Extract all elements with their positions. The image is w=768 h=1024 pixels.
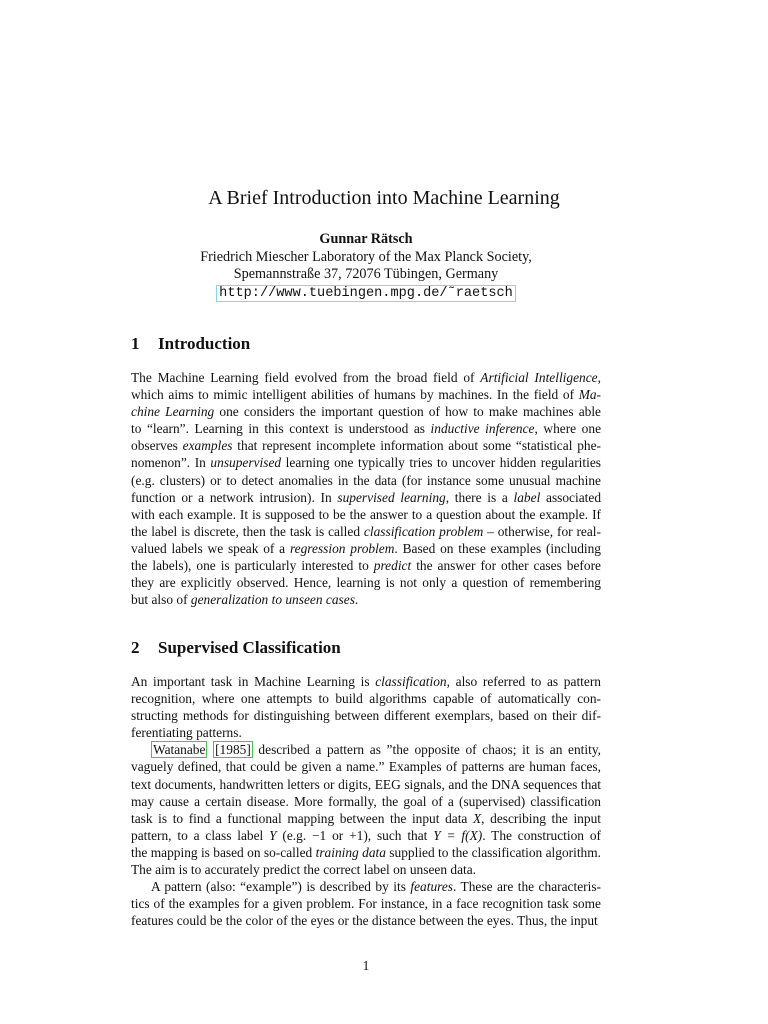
emphasized-term: classification problem — [363, 523, 484, 539]
emphasized-term: label — [513, 489, 541, 505]
text-run: to “learn”. Learning in this context is understood as — [131, 421, 431, 437]
text-run: valued labels we speak of a — [131, 540, 290, 556]
text-line — [131, 776, 601, 793]
text-run: one considers the important question of how to make machines able — [214, 404, 601, 420]
math-expression: Y — [269, 827, 277, 843]
text-run: vaguely defined, that could be given a name.” Examples of patterns are human faces, — [131, 759, 601, 775]
text-run: which aims to mimic intelligent abilities of humans by machines. In the field of — [131, 387, 579, 403]
text-run: , where one — [534, 421, 602, 437]
math-expression: Y = f(X) — [433, 827, 483, 843]
text-line — [131, 741, 601, 758]
text-run: A pattern (also: “example”) is described by its — [151, 879, 411, 895]
text-line — [131, 861, 601, 878]
text-run: – otherwise, for real- — [483, 523, 601, 539]
text-line — [131, 574, 601, 591]
text-run: but also of — [131, 592, 191, 608]
text-line — [131, 454, 601, 471]
text-run: (e.g. −1 or +1), such that — [276, 827, 434, 843]
emphasized-term: chine Learning — [131, 404, 215, 420]
text-line — [131, 707, 601, 724]
text-run: the label is discrete, then the task is called — [131, 523, 364, 539]
emphasized-term: examples — [182, 438, 233, 454]
citation-link[interactable]: Watanabe — [153, 742, 206, 758]
text-line — [131, 437, 601, 454]
text-run: (e.g. clusters) or to detect anomalies in the data (for instance some unusual machine — [131, 472, 601, 488]
text-line — [131, 878, 601, 895]
emphasized-term: Artificial Intelligence — [480, 370, 598, 385]
text-line — [131, 895, 601, 912]
text-run: . These are the characteris- — [453, 879, 601, 895]
text-run: The aim is to accurately predict the correct label on unseen data. — [131, 862, 477, 878]
text-line — [131, 591, 601, 608]
emphasized-term: predict — [373, 558, 412, 574]
text-run: , also referred to as pattern — [446, 674, 601, 689]
text-line — [131, 844, 601, 861]
text-run: observes — [131, 438, 183, 454]
text-run: text documents, handwritten letters or digits, EEG signals, and the DNA sequences that — [131, 776, 601, 792]
text-line — [131, 810, 601, 827]
text-run: . — [354, 592, 359, 608]
text-line — [131, 369, 601, 386]
section-heading-supervised-classification — [131, 638, 341, 658]
section-title: Introduction — [158, 334, 251, 353]
emphasized-term: training data — [315, 844, 386, 860]
text-line — [131, 793, 601, 810]
supervised-classification-body — [131, 673, 601, 929]
text-run: the mapping is based on so-called — [131, 844, 316, 860]
emphasized-term: generalization to unseen cases — [190, 592, 355, 608]
section-number: 2 — [131, 638, 140, 657]
text-run: ferentiating patterns. — [131, 725, 242, 741]
citation-link[interactable]: [1985] — [215, 742, 251, 758]
text-run: task is to find a functional mapping between the input data — [131, 810, 473, 826]
text-run: learning one typically tries to uncover hidden regularities — [281, 455, 601, 471]
text-line — [131, 472, 601, 489]
text-run: The Machine Learning field evolved from the broad field of — [131, 370, 481, 385]
text-line — [131, 724, 601, 741]
paper-title: A Brief Introduction into Machine Learning — [208, 187, 560, 209]
text-line — [131, 673, 601, 690]
text-line — [131, 690, 601, 707]
text-run: nomenon”. In — [131, 455, 211, 471]
text-run: may cause a certain disease. More formally, the goal of a (supervised) classification — [131, 793, 601, 809]
text-line — [131, 758, 601, 775]
author-name: Gunnar Rätsch — [319, 231, 413, 247]
emphasized-term: classification — [375, 674, 447, 689]
text-line — [131, 557, 601, 574]
text-run: structing methods for distinguishing between different exemplars, based on their dif- — [131, 708, 601, 724]
text-line — [131, 912, 601, 929]
author-address: Spemannstraße 37, 72076 Tübingen, Germany — [233, 266, 499, 283]
text-line — [131, 489, 601, 506]
emphasized-term: unsupervised — [210, 455, 282, 471]
text-line — [131, 386, 601, 403]
section-heading-introduction — [131, 334, 250, 354]
text-run: function or a network intrusion). In — [131, 489, 338, 505]
text-run: , — [597, 370, 601, 385]
section-number: 1 — [131, 334, 140, 353]
text-run: associated — [540, 489, 602, 505]
text-line — [131, 523, 601, 540]
text-run: supplied to the classification algorithm. — [385, 844, 602, 860]
introduction-paragraph — [131, 369, 601, 608]
text-line — [131, 827, 601, 844]
text-line — [131, 403, 601, 420]
text-run: , describing the input — [481, 810, 601, 826]
text-run: with each example. It is supposed to be the answer to a question about the example. If — [131, 506, 601, 522]
text-run: pattern, to a class label — [131, 827, 270, 843]
section-title: Supervised Classification — [158, 638, 341, 657]
text-run: . Based on these examples (including — [394, 540, 602, 556]
text-run: recognition, where one attempts to build algorithms capable of automatically con- — [131, 691, 601, 707]
text-run: , there is a — [445, 489, 514, 505]
text-line — [131, 506, 601, 523]
text-run: tics of the examples for a given problem. For instance, in a face recognition task some — [131, 896, 601, 912]
author-affiliation: Friedrich Miescher Laboratory of the Max Planck Society, — [200, 248, 532, 265]
text-run: that represent incomplete information about some “statistical phe- — [232, 438, 601, 454]
text-run: the answer for other cases before — [411, 558, 601, 574]
math-expression: X — [472, 810, 482, 826]
emphasized-term: inductive inference — [430, 421, 535, 437]
emphasized-term: Ma- — [578, 387, 601, 403]
text-run: An important task in Machine Learning is — [131, 674, 376, 689]
emphasized-term: features — [410, 879, 454, 895]
emphasized-term: regression problem — [289, 540, 395, 556]
text-run: they are explicitly observed. Hence, learning is not only a question of remembering — [131, 575, 601, 591]
page-number: 1 — [362, 958, 370, 973]
text-run: described a pattern as ”the opposite of chaos; it is an entity, — [252, 742, 601, 758]
text-run: features could be the color of the eyes or the distance between the eyes. Thus, the input — [131, 913, 598, 929]
text-run: the labels), one is particularly interested to — [131, 558, 374, 574]
text-line — [131, 420, 601, 437]
text-line — [131, 540, 601, 557]
text-run: . The construction of — [482, 827, 601, 843]
author-block — [0, 231, 732, 302]
author-url-link[interactable]: http://www.tuebingen.mpg.de/˜raetsch — [216, 285, 516, 302]
emphasized-term: supervised learning — [337, 489, 446, 505]
